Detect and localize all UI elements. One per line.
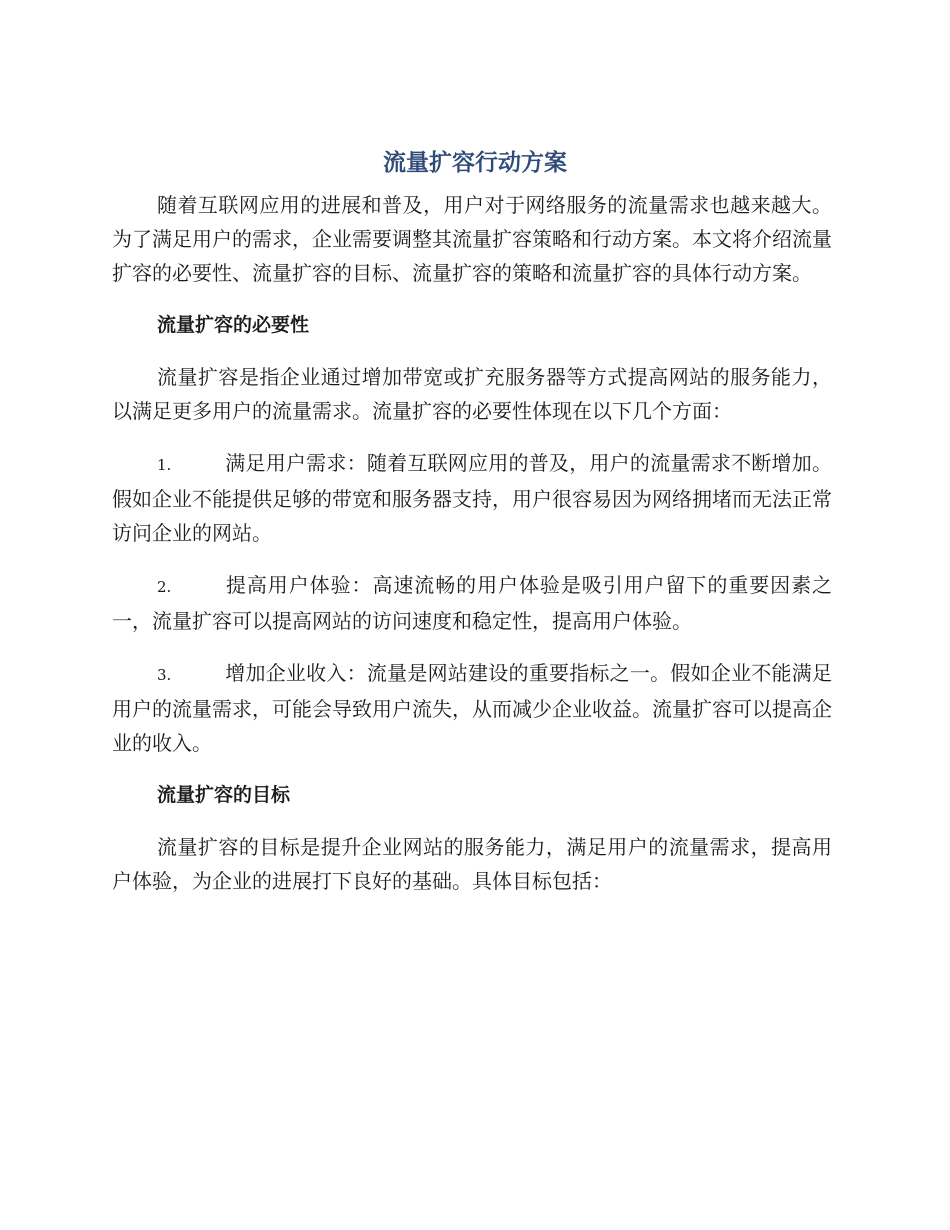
list-number: 3. (157, 666, 172, 684)
intro-paragraph: 随着互联网应用的进展和普及，用户对于网络服务的流量需求也越来越大。为了满足用户的需求，企业需要调整其流量扩容策略和行动方案。本文将介绍流量扩容的必要性、流量扩容的目标、流量扩容的策略和流量扩容的具体行动方案。 (112, 193, 832, 285)
list-item (112, 446, 832, 550)
list-item-text: 满足用户需求：随着互联网应用的普及，用户的流量需求不断增加。假如企业不能提供足够的带宽和服务器支持，用户很容易因为网络拥堵而无法正常访问企业的网站。 (112, 451, 832, 545)
list-number: 1. (157, 456, 172, 474)
list-number: 2. (157, 578, 172, 596)
list-item-text: 增加企业收入：流量是网站建设的重要指标之一。假如企业不能满足用户的流量需求，可能会导致用户流失，从而减少企业收益。流量扩容可以提高企业的收入。 (112, 661, 832, 755)
list-item (112, 568, 832, 638)
document-title: 流量扩容行动方案 (383, 150, 567, 176)
list-item-text: 提高用户体验：高速流畅的用户体验是吸引用户留下的重要因素之一，流量扩容可以提高网站的访问速度和稳定性，提高用户体验。 (112, 573, 832, 633)
section-heading-necessity: 流量扩容的必要性 (157, 314, 310, 336)
document-body (112, 188, 832, 898)
goals-paragraph: 流量扩容的目标是提升企业网站的服务能力，满足用户的流量需求，提高用户体验，为企业的进展打下良好的基础。具体目标包括： (112, 835, 832, 893)
necessity-paragraph: 流量扩容是指企业通过增加带宽或扩充服务器等方式提高网站的服务能力，以满足更多用户的流量需求。流量扩容的必要性体现在以下几个方面： (112, 365, 832, 423)
list-item (112, 656, 832, 760)
section-heading-goals: 流量扩容的目标 (157, 784, 291, 806)
